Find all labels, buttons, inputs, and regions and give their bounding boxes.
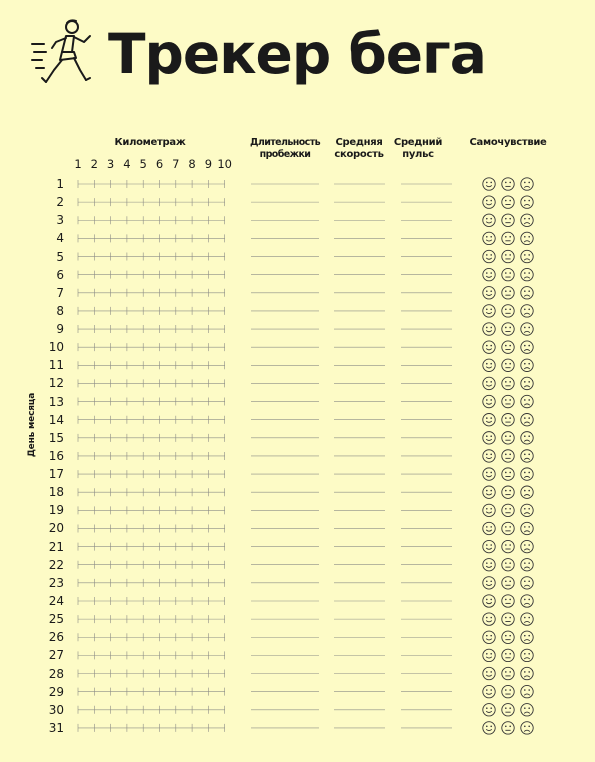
neutral-face-icon[interactable] — [502, 214, 514, 226]
day-row — [78, 379, 452, 387]
day-number: 22 — [48, 557, 64, 572]
day-row — [78, 651, 452, 659]
mileage-header: Километраж — [114, 137, 186, 148]
day-row — [78, 488, 452, 496]
sad-face-icon[interactable] — [521, 631, 533, 643]
km-mark: 5 — [139, 157, 147, 171]
pulse-header: Средний пульс — [393, 137, 443, 160]
sad-face-icon[interactable] — [521, 540, 533, 552]
happy-face-icon[interactable] — [483, 504, 495, 516]
neutral-face-icon[interactable] — [502, 613, 514, 625]
neutral-face-icon[interactable] — [502, 667, 514, 679]
neutral-face-icon[interactable] — [502, 685, 514, 697]
day-row — [78, 271, 452, 279]
km-mark: 10 — [217, 157, 232, 171]
day-axis-label: День месяца — [27, 392, 37, 458]
happy-face-icon[interactable] — [483, 631, 495, 643]
happy-face-icon[interactable] — [483, 232, 495, 244]
happy-face-icon[interactable] — [483, 613, 495, 625]
neutral-face-icon[interactable] — [502, 504, 514, 516]
neutral-face-icon[interactable] — [502, 595, 514, 607]
sad-face-icon[interactable] — [521, 377, 533, 389]
sad-face-icon[interactable] — [521, 413, 533, 425]
neutral-face-icon[interactable] — [502, 250, 514, 262]
neutral-face-icon[interactable] — [502, 178, 514, 190]
day-row — [78, 307, 452, 315]
happy-face-icon[interactable] — [483, 395, 495, 407]
day-row — [78, 361, 452, 369]
sad-face-icon[interactable] — [521, 214, 533, 226]
duration-header: Длительность пробежки — [249, 137, 321, 160]
neutral-face-icon[interactable] — [502, 395, 514, 407]
happy-face-icon[interactable] — [483, 359, 495, 371]
km-mark: 9 — [204, 157, 213, 171]
happy-face-icon[interactable] — [483, 667, 495, 679]
neutral-face-icon[interactable] — [502, 305, 514, 317]
day-row — [78, 343, 452, 351]
sad-face-icon[interactable] — [521, 450, 533, 462]
neutral-face-icon[interactable] — [502, 649, 514, 661]
day-row — [78, 670, 452, 678]
neutral-face-icon[interactable] — [502, 559, 514, 571]
neutral-face-icon[interactable] — [502, 522, 514, 534]
sad-face-icon[interactable] — [521, 522, 533, 534]
neutral-face-icon[interactable] — [502, 268, 514, 280]
neutral-face-icon[interactable] — [502, 468, 514, 480]
happy-face-icon[interactable] — [483, 377, 495, 389]
sad-face-icon[interactable] — [521, 178, 533, 190]
day-number: 26 — [48, 630, 64, 645]
sad-face-icon[interactable] — [521, 577, 533, 589]
sad-face-icon[interactable] — [521, 359, 533, 371]
day-row — [78, 289, 452, 297]
sad-face-icon[interactable] — [521, 722, 533, 734]
neutral-face-icon[interactable] — [502, 232, 514, 244]
neutral-face-icon[interactable] — [502, 377, 514, 389]
happy-face-icon[interactable] — [483, 178, 495, 190]
sad-face-icon[interactable] — [521, 649, 533, 661]
happy-face-icon[interactable] — [483, 250, 495, 262]
day-row — [78, 543, 452, 551]
happy-face-icon[interactable] — [483, 559, 495, 571]
day-row — [78, 688, 452, 696]
neutral-face-icon[interactable] — [502, 359, 514, 371]
happy-face-icon[interactable] — [483, 323, 495, 335]
happy-face-icon[interactable] — [483, 468, 495, 480]
day-number: 10 — [48, 340, 64, 355]
sad-face-icon[interactable] — [521, 395, 533, 407]
day-number: 27 — [48, 648, 64, 663]
speed-header: Средняя скорость — [334, 137, 384, 160]
wellbeing-header: Самочувствие — [469, 137, 547, 148]
day-row — [78, 180, 452, 188]
sad-face-icon[interactable] — [521, 341, 533, 353]
day-row — [78, 524, 452, 532]
day-number: 14 — [48, 412, 64, 427]
happy-face-icon[interactable] — [483, 196, 495, 208]
neutral-face-icon[interactable] — [502, 432, 514, 444]
day-row — [78, 470, 452, 478]
neutral-face-icon[interactable] — [502, 540, 514, 552]
happy-face-icon[interactable] — [483, 577, 495, 589]
sad-face-icon[interactable] — [521, 468, 533, 480]
neutral-face-icon[interactable] — [502, 323, 514, 335]
day-row — [78, 398, 452, 406]
neutral-face-icon[interactable] — [502, 704, 514, 716]
runner-icon — [30, 18, 92, 88]
sad-face-icon[interactable] — [521, 685, 533, 697]
neutral-face-icon[interactable] — [502, 341, 514, 353]
happy-face-icon[interactable] — [483, 413, 495, 425]
sad-face-icon[interactable] — [521, 595, 533, 607]
day-number: 15 — [48, 430, 64, 445]
day-number: 20 — [48, 521, 64, 536]
neutral-face-icon[interactable] — [502, 577, 514, 589]
km-mark: 7 — [172, 157, 180, 171]
day-number: 30 — [48, 702, 64, 717]
happy-face-icon[interactable] — [483, 685, 495, 697]
neutral-face-icon[interactable] — [502, 196, 514, 208]
day-row — [78, 452, 452, 460]
happy-face-icon[interactable] — [483, 722, 495, 734]
day-number: 7 — [56, 285, 64, 300]
neutral-face-icon[interactable] — [502, 631, 514, 643]
happy-face-icon[interactable] — [483, 704, 495, 716]
day-number: 31 — [48, 720, 64, 735]
day-number: 24 — [48, 593, 64, 608]
happy-face-icon[interactable] — [483, 595, 495, 607]
day-number: 11 — [48, 358, 64, 373]
day-row — [78, 325, 452, 333]
day-number: 18 — [48, 485, 64, 500]
day-number: 12 — [48, 376, 64, 391]
happy-face-icon[interactable] — [483, 486, 495, 498]
sad-face-icon[interactable] — [521, 250, 533, 262]
km-mark: 6 — [155, 157, 164, 171]
day-number: 17 — [48, 467, 64, 482]
day-row — [78, 724, 452, 732]
happy-face-icon[interactable] — [483, 432, 495, 444]
day-number: 2 — [56, 195, 64, 210]
sad-face-icon[interactable] — [521, 613, 533, 625]
happy-face-icon[interactable] — [483, 450, 495, 462]
day-row — [78, 216, 452, 224]
happy-face-icon[interactable] — [483, 341, 495, 353]
day-row — [78, 561, 452, 569]
km-mark: 8 — [188, 157, 196, 171]
happy-face-icon[interactable] — [483, 522, 495, 534]
day-row — [78, 198, 452, 206]
day-number: 21 — [48, 539, 64, 554]
day-number: 29 — [48, 684, 64, 699]
sad-face-icon[interactable] — [521, 287, 533, 299]
sad-face-icon[interactable] — [521, 504, 533, 516]
day-number: 3 — [56, 213, 64, 228]
day-number: 1 — [56, 177, 64, 191]
km-mark: 4 — [123, 157, 131, 171]
sad-face-icon[interactable] — [521, 196, 533, 208]
day-row — [78, 434, 452, 442]
happy-face-icon[interactable] — [483, 214, 495, 226]
happy-face-icon[interactable] — [483, 305, 495, 317]
sad-face-icon[interactable] — [521, 559, 533, 571]
km-mark: 1 — [74, 157, 82, 171]
happy-face-icon[interactable] — [483, 649, 495, 661]
day-row — [78, 234, 452, 242]
day-row — [78, 706, 452, 714]
day-number: 9 — [56, 322, 64, 337]
day-row — [78, 416, 452, 424]
neutral-face-icon[interactable] — [502, 450, 514, 462]
sad-face-icon[interactable] — [521, 704, 533, 716]
km-mark: 3 — [106, 157, 115, 171]
day-number: 25 — [48, 612, 64, 627]
day-row — [78, 506, 452, 514]
sad-face-icon[interactable] — [521, 486, 533, 498]
happy-face-icon[interactable] — [483, 287, 495, 299]
day-row — [78, 579, 452, 587]
day-row — [78, 633, 452, 641]
neutral-face-icon[interactable] — [502, 413, 514, 425]
sad-face-icon[interactable] — [521, 305, 533, 317]
day-number: 5 — [56, 249, 64, 264]
neutral-face-icon[interactable] — [502, 287, 514, 299]
day-number: 19 — [48, 503, 64, 518]
day-row — [78, 615, 452, 623]
sad-face-icon[interactable] — [521, 432, 533, 444]
neutral-face-icon[interactable] — [502, 722, 514, 734]
day-number: 6 — [56, 267, 64, 282]
sad-face-icon[interactable] — [521, 667, 533, 679]
neutral-face-icon[interactable] — [502, 486, 514, 498]
sad-face-icon[interactable] — [521, 268, 533, 280]
km-mark: 2 — [90, 157, 98, 171]
day-row — [78, 253, 452, 261]
day-number: 8 — [56, 303, 64, 318]
day-number: 16 — [48, 448, 64, 463]
happy-face-icon[interactable] — [483, 268, 495, 280]
sad-face-icon[interactable] — [521, 323, 533, 335]
day-number: 13 — [48, 394, 64, 409]
page-title: Трекер бега — [108, 22, 486, 86]
happy-face-icon[interactable] — [483, 540, 495, 552]
day-number: 23 — [48, 575, 64, 590]
sad-face-icon[interactable] — [521, 232, 533, 244]
day-number: 28 — [48, 666, 64, 681]
day-row — [78, 597, 452, 605]
day-number: 4 — [56, 231, 64, 246]
